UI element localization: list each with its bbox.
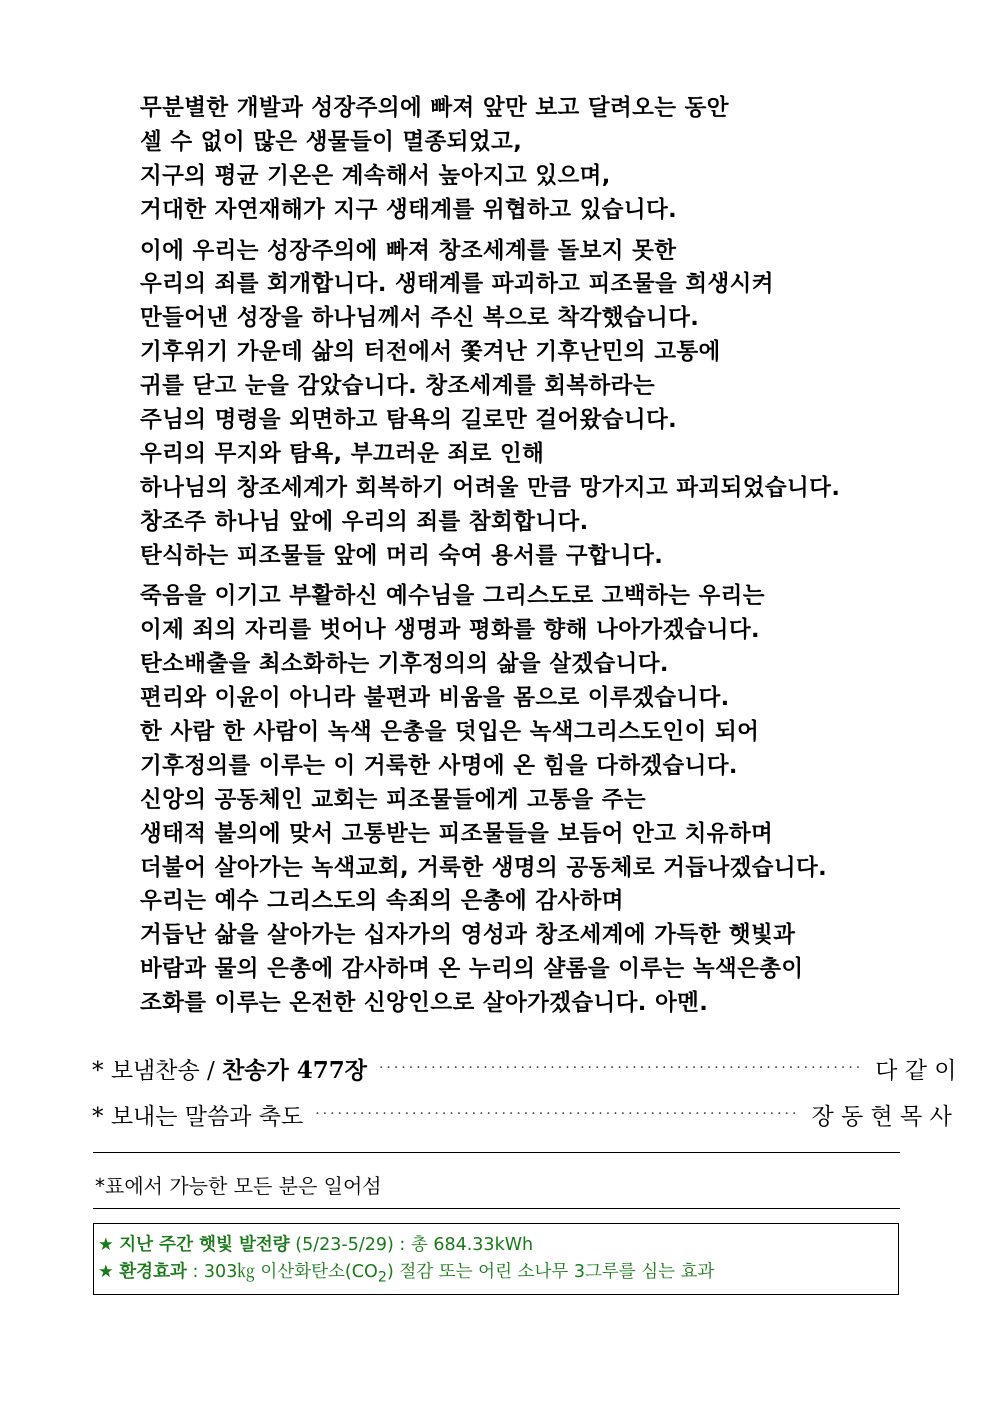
closing-hymn-label: [92, 1052, 367, 1085]
prayer-line: 이제 죄의 자리를 벗어나 생명과 평화를 향해 나아가겠습니다.: [140, 617, 760, 644]
prayer-line: 무분별한 개발과 성장주의에 빠져 앞만 보고 달려오는 동안: [140, 95, 729, 121]
solar-generation-value: (5/23-5/29) : 총 684.33kWh: [289, 1235, 534, 1255]
standing-marker: *: [92, 1057, 104, 1084]
solar-generation-label: 지난 주간 햇빛 발전량: [119, 1235, 290, 1255]
star-icon: ★: [98, 1262, 114, 1282]
hymn-number: 찬송가 477장: [222, 1056, 367, 1084]
prayer-line: 만들어낸 성장을 하나님께서 주신 복으로 착각했습니다.: [140, 305, 700, 332]
prayer-line: 바람과 물의 은총에 감사하며 온 누리의 샬롬을 이루는 녹색은총이: [140, 956, 804, 983]
star-icon: ★: [98, 1235, 114, 1255]
prayer-line: 거듭난 삶을 살아가는 십자가의 영성과 창조세계에 가득한 햇빛과: [140, 922, 796, 949]
closing-hymn-title: 보냄찬송 /: [110, 1057, 215, 1084]
prayer-line: 조화를 이루는 온전한 신앙인으로 살아가겠습니다. 아멘.: [140, 990, 709, 1017]
benediction-row: [92, 1094, 952, 1134]
closing-hymn-leader: 다 같 이: [875, 1057, 957, 1084]
prayer-line: 셀 수 없이 많은 생물들이 멸종되었고,: [140, 128, 523, 155]
leader-dots: ·································································: [378, 1060, 864, 1076]
co2-subscript: 2: [377, 1268, 388, 1286]
prayer-line: 생태적 불의에 맞서 고통받는 피조물들을 보듬어 안고 치유하며: [140, 820, 774, 847]
prayer-line: 기후정의를 이루는 이 거룩한 사명에 온 힘을 다하겠습니다.: [140, 752, 738, 779]
prayer-line: 이에 우리는 성장주의에 빠져 창조세계를 돌보지 못한: [140, 237, 677, 264]
prayer-line: 더불어 살아가는 녹색교회, 거룩한 생명의 공동체로 거듭나겠습니다.: [140, 854, 828, 881]
confession-prayer: [140, 92, 940, 1028]
environment-effect-line: [98, 1259, 898, 1286]
closing-hymn-row: [92, 1048, 957, 1088]
benediction-label: [92, 1098, 303, 1131]
prayer-line: 탄소배출을 최소화하는 기후정의의 삶을 살겠습니다.: [140, 651, 669, 678]
prayer-line: 귀를 닫고 눈을 감았습니다. 창조세계를 회복하라는: [140, 373, 655, 400]
prayer-line: 하나님의 창조세계가 회복하기 어려울 만큼 망가지고 파괴되었습니다.: [140, 474, 841, 501]
solar-generation-line: [98, 1232, 898, 1259]
prayer-line: 주님의 명령을 외면하고 탐욕의 길로만 걸어왔습니다.: [140, 407, 678, 434]
leader-dots: ·································································: [315, 1106, 800, 1122]
prayer-paragraph: [140, 235, 940, 574]
prayer-line: 창조주 하나님 앞에 우리의 죄를 참회합니다.: [140, 508, 589, 535]
prayer-line: 탄식하는 피조물들 앞에 머리 숙여 용서를 구합니다.: [140, 542, 664, 569]
prayer-line: 죽음을 이기고 부활하신 예수님을 그리스도로 고백하는 우리는: [140, 583, 765, 610]
prayer-paragraph: [140, 92, 940, 228]
standing-note: *표에서 가능한 모든 분은 일어섬: [95, 1174, 382, 1198]
prayer-line: 한 사람 한 사람이 녹색 은총을 덧입은 녹색그리스도인이 되어: [140, 719, 760, 746]
divider-top: [93, 1152, 900, 1153]
prayer-line: 신앙의 공동체인 교회는 피조물들에게 고통을 주는: [140, 786, 647, 813]
prayer-line: 편리와 이윤이 아니라 불편과 비움을 몸으로 이루겠습니다.: [140, 685, 730, 712]
environment-effect-value-rest: ) 절감 또는 어린 소나무 3그루를 심는 효과: [387, 1262, 715, 1282]
environment-effect-value: : 303㎏ 이산화탄소(CO: [186, 1262, 378, 1282]
benediction-leader: 장 동 현 목 사: [811, 1103, 952, 1130]
prayer-paragraph: [140, 580, 940, 1021]
solar-power-box: [93, 1223, 899, 1295]
prayer-line: 기후위기 가운데 삶의 터전에서 쫓겨난 기후난민의 고통에: [140, 339, 721, 366]
prayer-line: 지구의 평균 기온은 계속해서 높아지고 있으며,: [140, 162, 611, 189]
standing-marker: *: [92, 1103, 104, 1130]
prayer-line: 우리의 죄를 회개합니다. 생태계를 파괴하고 피조물을 희생시켜: [140, 271, 774, 298]
environment-effect-label: 환경효과: [119, 1262, 187, 1282]
prayer-line: 거대한 자연재해가 지구 생태계를 위협하고 있습니다.: [140, 196, 678, 223]
prayer-line: 우리는 예수 그리스도의 속죄의 은총에 감사하며: [140, 888, 624, 915]
benediction-title: 보내는 말씀과 축도: [110, 1103, 304, 1130]
divider-bottom: [93, 1208, 900, 1209]
prayer-line: 우리의 무지와 탐욕, 부끄러운 죄로 인해: [140, 440, 545, 467]
